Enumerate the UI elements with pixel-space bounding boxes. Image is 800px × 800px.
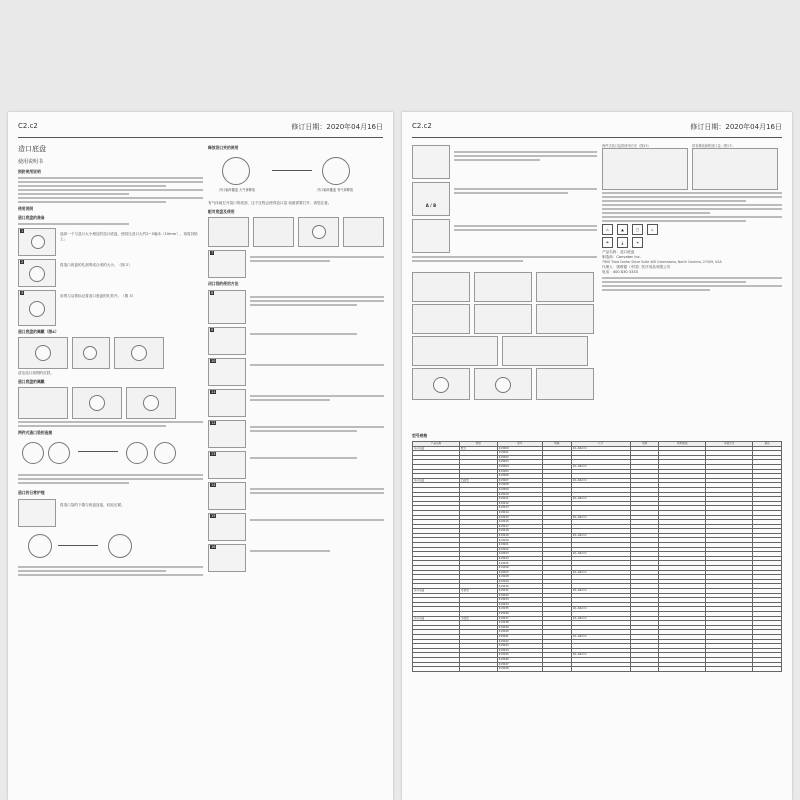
step-ab xyxy=(412,182,597,216)
symbol-row xyxy=(602,224,782,235)
step-8 xyxy=(208,290,384,324)
section-heading: 释放袋口夹的使用 xyxy=(208,145,239,150)
step-figure: 16 xyxy=(208,544,246,572)
spec-cell: 413032 xyxy=(497,593,542,598)
header-divider xyxy=(18,137,383,138)
spec-cell: 413047 xyxy=(497,662,542,667)
step-figure xyxy=(412,145,450,179)
spec-header-cell: 型号 xyxy=(497,442,542,447)
spec-cell xyxy=(459,667,497,672)
product-name: 产品名称：造口底盘 xyxy=(602,250,635,255)
spec-cell: 413048 xyxy=(497,667,542,672)
figure-row xyxy=(412,336,597,366)
spec-cell: 413008 xyxy=(497,483,542,488)
spec-cell: 413006 xyxy=(497,474,542,479)
spec-cell: 10~64mm xyxy=(571,446,630,451)
spec-header-cell: 类型 xyxy=(459,442,497,447)
spec-table xyxy=(412,441,782,672)
spec-cell: 413017 xyxy=(497,524,542,529)
spec-cell: 10~64mm xyxy=(571,653,630,658)
spec-cell: 413038 xyxy=(497,621,542,626)
step-figure xyxy=(18,499,56,527)
step-figure xyxy=(412,219,450,253)
spec-cell: 413024 xyxy=(497,556,542,561)
right-sheet-right-column xyxy=(602,142,782,293)
spec-cell: 10~64mm xyxy=(571,533,630,538)
spec-cell xyxy=(706,667,753,672)
spec-cell: 可塑型 xyxy=(459,589,497,594)
section-heading: 配对底盘及使用 xyxy=(208,209,235,214)
document-title: 造口底盘 xyxy=(18,145,46,153)
spec-cell: 413005 xyxy=(497,469,542,474)
umbrella-icon: ☂ xyxy=(602,237,613,248)
step-10 xyxy=(208,358,384,386)
spec-cell: 413034 xyxy=(497,602,542,607)
section-heading: 闭口袋的使用方法 xyxy=(208,281,239,286)
spec-cell: 413020 xyxy=(497,538,542,543)
spec-cell: 413007 xyxy=(497,478,542,483)
right-instruction-sheet xyxy=(402,112,792,800)
book-icon: □ xyxy=(632,224,643,235)
spec-cell: 413011 xyxy=(497,497,542,502)
spec-cell: 413000 xyxy=(497,446,542,451)
spec-cell: 413016 xyxy=(497,520,542,525)
figure-row xyxy=(602,144,782,190)
ring-diagram xyxy=(208,153,384,199)
right-sheet-left-column xyxy=(412,142,597,402)
spec-cell: 413033 xyxy=(497,598,542,603)
section-heading: 两件式造口袋的连接 xyxy=(18,430,53,435)
manufacturer-name: 制造商：Convatec Inc. xyxy=(602,255,641,260)
spec-cell xyxy=(630,667,659,672)
warning-icon: ⚠ xyxy=(602,224,613,235)
step-15 xyxy=(208,513,384,541)
spec-header-cell: 结构组成 xyxy=(659,442,706,447)
figure-row xyxy=(208,217,384,247)
temperature-icon: 🌡 xyxy=(617,237,628,248)
inflate-note: 有气体就打开袋口的底部，这个过程会使得造口袋 表面需要打开，请您注意。 xyxy=(208,201,332,205)
section-heading: 造口底盘的佩戴（图4） xyxy=(18,329,59,334)
spec-cell: 413025 xyxy=(497,561,542,566)
spec-cell: 413014 xyxy=(497,510,542,515)
spec-cell: 造口底盘 xyxy=(413,589,460,594)
spec-cell: 10~64mm xyxy=(571,616,630,621)
spec-cell: 413031 xyxy=(497,589,542,594)
two-piece-label: 两件式造口袋的使用方法（图15） xyxy=(602,144,651,148)
spec-cell: 413040 xyxy=(497,630,542,635)
section-heading: 预防使用说明 xyxy=(18,169,41,174)
step-3 xyxy=(18,290,203,326)
spec-cell xyxy=(659,667,706,672)
spec-cell: 413004 xyxy=(497,464,542,469)
step-9 xyxy=(208,327,384,355)
spec-cell: 凸面型 xyxy=(459,478,497,483)
spec-cell: 413026 xyxy=(497,566,542,571)
spec-title: 型号规格 xyxy=(412,433,428,438)
spec-cell: 软式 xyxy=(459,446,497,451)
figure-row xyxy=(412,368,597,400)
spec-cell: 10~64mm xyxy=(571,515,630,520)
spec-cell: 10~64mm xyxy=(571,634,630,639)
spec-header-cell: 规格 xyxy=(542,442,571,447)
agent-name: 代理人：康维德（中国）医疗用品有限公司 xyxy=(602,264,671,269)
spec-cell xyxy=(571,667,630,672)
spec-cell: 413023 xyxy=(497,552,542,557)
spec-cell: 10~64mm xyxy=(571,464,630,469)
section-heading xyxy=(412,265,597,270)
step-7 xyxy=(208,250,384,278)
spec-cell: 10~64mm xyxy=(571,570,630,575)
spec-cell: 平面型 xyxy=(459,616,497,621)
figure-row xyxy=(18,337,203,369)
spec-cell: 造口底盘 xyxy=(413,616,460,621)
agent-phone: 电话：400 830 3333 xyxy=(602,269,638,274)
spec-cell: 10~64mm xyxy=(571,552,630,557)
spec-cell: 413037 xyxy=(497,616,542,621)
step-figure: 13 xyxy=(208,451,246,479)
section-heading: 造口底盘的佩戴 xyxy=(18,379,45,384)
spec-header-cell: 用途 xyxy=(630,442,659,447)
step-text: 选择一个与造口大小相近的造口底盘，使其比造口大约2~3毫米（10mm），再将其贴上。 xyxy=(60,232,198,241)
spec-header-cell: 连接方式 xyxy=(706,442,753,447)
figure-row xyxy=(18,387,203,419)
spec-cell xyxy=(542,667,571,672)
step-figure: 3 xyxy=(18,290,56,326)
step-figure: 1 xyxy=(18,228,56,256)
step-2 xyxy=(18,259,203,287)
spec-cell: 413002 xyxy=(497,455,542,460)
section-heading: 造口的日常护理 xyxy=(18,490,45,495)
open-ring-label: 开口轴环蓄盒 大气体释放 xyxy=(218,188,256,192)
step-11 xyxy=(208,389,384,417)
spec-cell: 造口底盘 xyxy=(413,446,460,451)
step-figure: 7 xyxy=(208,250,246,278)
spec-cell: 413043 xyxy=(497,644,542,649)
spec-cell: 413042 xyxy=(497,639,542,644)
step-figure: 15 xyxy=(208,513,246,541)
spec-cell: 413009 xyxy=(497,487,542,492)
step-figure: 8 xyxy=(208,290,246,324)
right-column xyxy=(208,142,384,575)
document-code: C2.c2 xyxy=(18,122,38,130)
spec-cell: 造口底盘 xyxy=(413,478,460,483)
document-subtitle: 使用说明书 xyxy=(18,159,44,165)
step-text: 将造口袋的下端与底盘连接，轻轻压紧。 xyxy=(60,503,125,507)
spec-section xyxy=(412,430,782,672)
closed-ring-label: 开口轴环蓄盒 有气体释放 xyxy=(316,188,354,192)
manufacturer-address: 7900 Triad Center Drive Suite 400 Greensboro, North Carolina, 27409, USA xyxy=(602,260,722,265)
ring-diagram xyxy=(18,530,203,564)
spec-cell: 413010 xyxy=(497,492,542,497)
step-14 xyxy=(208,482,384,510)
spec-cell: 413035 xyxy=(497,607,542,612)
section-heading: 造口底盘的准备 xyxy=(18,215,45,220)
figure-row xyxy=(412,272,597,302)
left-column xyxy=(18,142,203,578)
spec-cell: 413027 xyxy=(497,570,542,575)
step-figure: 2 xyxy=(18,259,56,287)
ab-label: A / B xyxy=(425,203,437,208)
pouch-diagram xyxy=(18,438,203,472)
step-figure: 11 xyxy=(208,389,246,417)
spec-cell: 413030 xyxy=(497,584,542,589)
revision-date: 修订日期：2020年04月16日 xyxy=(291,123,383,131)
spec-cell: 413039 xyxy=(497,625,542,630)
step-15b xyxy=(412,219,597,253)
spec-header-cell: 产品名称 xyxy=(413,442,460,447)
step-16 xyxy=(208,544,384,572)
table-row xyxy=(413,667,782,672)
figure-row xyxy=(412,304,597,334)
spec-cell: 413015 xyxy=(497,515,542,520)
step-figure xyxy=(412,182,450,216)
symbol-row xyxy=(602,237,782,248)
spec-cell: 10~64mm xyxy=(571,497,630,502)
right-header xyxy=(412,122,782,136)
spec-cell: 413044 xyxy=(497,648,542,653)
revision-date: 修订日期：2020年04月16日 xyxy=(690,123,782,131)
spec-cell: 413029 xyxy=(497,579,542,584)
step-figure: 14 xyxy=(208,482,246,510)
spec-cell xyxy=(753,667,782,672)
step-figure: 12 xyxy=(208,420,246,448)
spec-cell: 413046 xyxy=(497,657,542,662)
spec-header-cell: 尺寸 xyxy=(571,442,630,447)
header-divider xyxy=(412,137,782,138)
left-instruction-sheet xyxy=(8,112,393,800)
spec-cell: 413041 xyxy=(497,634,542,639)
step-14b xyxy=(412,145,597,179)
spec-cell: 413003 xyxy=(497,460,542,465)
spec-cell: 10~64mm xyxy=(571,589,630,594)
step-6 xyxy=(18,499,203,527)
spec-cell: 413021 xyxy=(497,543,542,548)
spec-cell: 413019 xyxy=(497,533,542,538)
spec-cell: 413022 xyxy=(497,547,542,552)
step-figure: 9 xyxy=(208,327,246,355)
spec-cell: 413018 xyxy=(497,529,542,534)
spec-cell xyxy=(413,667,460,672)
step-13 xyxy=(208,451,384,479)
spec-cell: 413012 xyxy=(497,501,542,506)
step-figure: 10 xyxy=(208,358,246,386)
step-12 xyxy=(208,420,384,448)
spec-cell: 413036 xyxy=(497,611,542,616)
step-1 xyxy=(18,228,203,256)
sun-icon: ☀ xyxy=(632,237,643,248)
drain-clamp-label: 带有释放阀的造口袋（图17） xyxy=(692,144,735,148)
step-text: 用剪刀沿着标记将造口底盘的孔剪开。（图 3） xyxy=(60,294,136,298)
left-header xyxy=(18,122,383,136)
section-heading: 使用说明 xyxy=(18,206,34,211)
spec-cell: 413001 xyxy=(497,451,542,456)
step-text: 将造口底盘的孔洞剪成合适的大小。（图 2） xyxy=(60,263,132,267)
spec-cell: 10~64mm xyxy=(571,478,630,483)
step-text: 清洁造口周围的皮肤。 xyxy=(18,371,54,375)
spec-cell: 10~64mm xyxy=(571,607,630,612)
lot-icon: L xyxy=(647,224,658,235)
spec-header-cell: 备注 xyxy=(753,442,782,447)
spec-cell: 413028 xyxy=(497,575,542,580)
manufacturer-icon: ▲ xyxy=(617,224,628,235)
spec-cell: 413045 xyxy=(497,653,542,658)
document-code: C2.c2 xyxy=(412,122,432,130)
spec-cell: 413013 xyxy=(497,506,542,511)
